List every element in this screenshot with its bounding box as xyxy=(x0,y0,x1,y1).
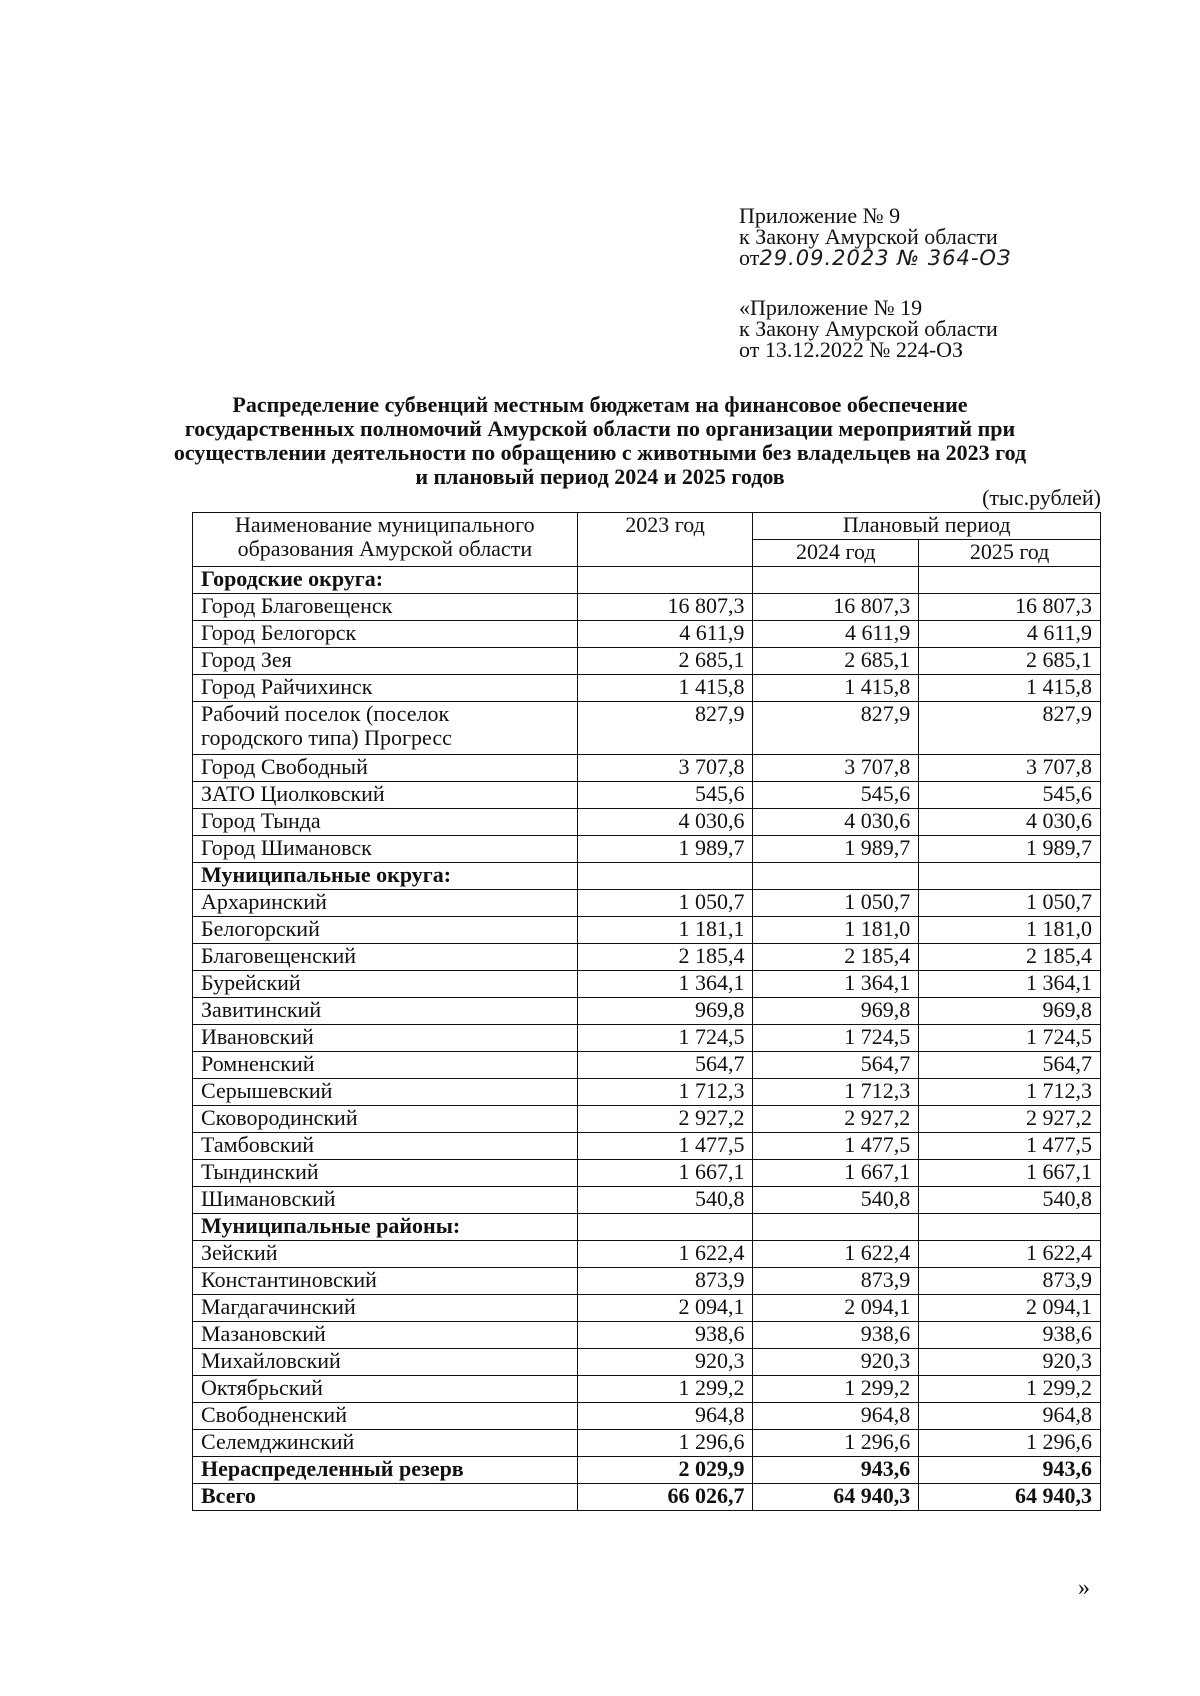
value-2023: 1 667,1 xyxy=(577,1160,753,1187)
municipality-name: Город Райчихинск xyxy=(193,675,578,702)
value-2025: 1 050,7 xyxy=(919,890,1101,917)
value-2023: 1 989,7 xyxy=(577,836,753,863)
municipality-name: Всего xyxy=(193,1484,578,1511)
value-2024: 1 181,0 xyxy=(753,917,919,944)
value-2024: 1 364,1 xyxy=(753,971,919,998)
value-2023: 66 026,7 xyxy=(577,1484,753,1511)
table-row xyxy=(193,1241,1101,1268)
municipality-name: Благовещенский xyxy=(193,944,578,971)
table-row xyxy=(193,1187,1101,1214)
value-2024: 938,6 xyxy=(753,1322,919,1349)
header-2025: 2025 год xyxy=(919,540,1101,567)
table-body xyxy=(193,567,1101,1511)
table-row xyxy=(193,944,1101,971)
municipality-name: Тындинский xyxy=(193,1160,578,1187)
header-municipality: Наименование муниципального образования Амурской области xyxy=(193,513,578,567)
table-row xyxy=(193,971,1101,998)
value-2023: 2 094,1 xyxy=(577,1295,753,1322)
title-line-1: Распределение субвенций местным бюджетам на финансовое обеспечение xyxy=(232,392,968,417)
value-2025: 938,6 xyxy=(919,1322,1101,1349)
value-2024: 1 622,4 xyxy=(753,1241,919,1268)
municipality-name: Бурейский xyxy=(193,971,578,998)
annex-law: к Закону Амурской области xyxy=(739,224,998,249)
value-2025: 920,3 xyxy=(919,1349,1101,1376)
municipality-name: ЗАТО Циолковский xyxy=(193,782,578,809)
value-2023: 545,6 xyxy=(577,782,753,809)
value-2023: 969,8 xyxy=(577,998,753,1025)
annex-date-prefix: от xyxy=(739,245,760,270)
value-2025: 1 364,1 xyxy=(919,971,1101,998)
table-row xyxy=(193,1025,1101,1052)
value-2024 xyxy=(753,863,919,890)
value-2023 xyxy=(577,1214,753,1241)
value-2025: 1 299,2 xyxy=(919,1376,1101,1403)
value-2024: 1 989,7 xyxy=(753,836,919,863)
municipality-name: Шимановский xyxy=(193,1187,578,1214)
value-2023: 16 807,3 xyxy=(577,594,753,621)
value-2025: 16 807,3 xyxy=(919,594,1101,621)
value-2025: 1 477,5 xyxy=(919,1133,1101,1160)
table-row xyxy=(193,1052,1101,1079)
value-2024 xyxy=(753,567,919,594)
value-2025: 1 724,5 xyxy=(919,1025,1101,1052)
value-2024: 1 712,3 xyxy=(753,1079,919,1106)
table-row xyxy=(193,1322,1101,1349)
value-2025: 1 667,1 xyxy=(919,1160,1101,1187)
value-2025: 564,7 xyxy=(919,1052,1101,1079)
municipality-name: Тамбовский xyxy=(193,1133,578,1160)
value-2024: 1 299,2 xyxy=(753,1376,919,1403)
value-2023: 4 611,9 xyxy=(577,621,753,648)
value-2024: 964,8 xyxy=(753,1403,919,1430)
value-2024: 64 940,3 xyxy=(753,1484,919,1511)
value-2023: 827,9 xyxy=(577,702,753,755)
value-2024: 2 185,4 xyxy=(753,944,919,971)
value-2025: 2 185,4 xyxy=(919,944,1101,971)
table-header-row xyxy=(193,513,1101,540)
municipality-name: Ивановский xyxy=(193,1025,578,1052)
value-2025 xyxy=(919,1214,1101,1241)
value-2024: 3 707,8 xyxy=(753,755,919,782)
table-section-row xyxy=(193,567,1101,594)
annex-date-line xyxy=(739,247,1011,269)
table-row xyxy=(193,755,1101,782)
document-title xyxy=(150,393,1050,489)
table-section-row xyxy=(193,863,1101,890)
value-2024: 2 685,1 xyxy=(753,648,919,675)
value-2025: 1 989,7 xyxy=(919,836,1101,863)
table-row xyxy=(193,1376,1101,1403)
municipality-name: Муниципальные округа: xyxy=(193,863,578,890)
value-2025: 964,8 xyxy=(919,1403,1101,1430)
value-2024: 920,3 xyxy=(753,1349,919,1376)
table-row xyxy=(193,594,1101,621)
municipality-name: Белогорский xyxy=(193,917,578,944)
table-row xyxy=(193,1457,1101,1484)
value-2025: 2 094,1 xyxy=(919,1295,1101,1322)
value-2024: 1 477,5 xyxy=(753,1133,919,1160)
title-line-2: государственных полномочий Амурской области по организации мероприятий при xyxy=(184,416,1016,441)
table-row xyxy=(193,1295,1101,1322)
table-row xyxy=(193,836,1101,863)
municipality-name-line-2: городского типа) Прогресс xyxy=(201,725,452,750)
municipality-name: Магдагачинский xyxy=(193,1295,578,1322)
table-row xyxy=(193,917,1101,944)
value-2025: 1 181,0 xyxy=(919,917,1101,944)
header-2023: 2023 год xyxy=(577,513,753,567)
value-2024: 545,6 xyxy=(753,782,919,809)
value-2024: 1 415,8 xyxy=(753,675,919,702)
value-2023: 964,8 xyxy=(577,1403,753,1430)
table-row xyxy=(193,1106,1101,1133)
value-2024: 4 611,9 xyxy=(753,621,919,648)
table-row xyxy=(193,702,1101,755)
value-2024: 873,9 xyxy=(753,1268,919,1295)
value-2023: 2 029,9 xyxy=(577,1457,753,1484)
table-row xyxy=(193,1160,1101,1187)
municipality-name: Завитинский xyxy=(193,998,578,1025)
units-label: (тыс.рублей) xyxy=(982,485,1101,510)
municipality-name: Архаринский xyxy=(193,890,578,917)
municipality-name: Михайловский xyxy=(193,1349,578,1376)
municipality-name: Мазановский xyxy=(193,1322,578,1349)
value-2025: 943,6 xyxy=(919,1457,1101,1484)
quoted-annex-reference xyxy=(739,297,998,360)
table-row xyxy=(193,621,1101,648)
value-2023: 1 050,7 xyxy=(577,890,753,917)
value-2024: 827,9 xyxy=(753,702,919,755)
value-2023: 540,8 xyxy=(577,1187,753,1214)
table-row xyxy=(193,1349,1101,1376)
value-2023: 3 707,8 xyxy=(577,755,753,782)
value-2023 xyxy=(577,567,753,594)
value-2024: 2 094,1 xyxy=(753,1295,919,1322)
table-row xyxy=(193,1079,1101,1106)
municipality-name: Свободненский xyxy=(193,1403,578,1430)
value-2025: 4 611,9 xyxy=(919,621,1101,648)
value-2025: 1 415,8 xyxy=(919,675,1101,702)
table-section-row xyxy=(193,1214,1101,1241)
value-2023: 920,3 xyxy=(577,1349,753,1376)
value-2023: 4 030,6 xyxy=(577,809,753,836)
value-2024: 1 050,7 xyxy=(753,890,919,917)
closing-quote: » xyxy=(1078,1575,1090,1601)
table-row xyxy=(193,1268,1101,1295)
annex-reference xyxy=(739,205,1011,269)
municipality-name xyxy=(193,702,578,755)
value-2025 xyxy=(919,863,1101,890)
table-row xyxy=(193,782,1101,809)
value-2025: 873,9 xyxy=(919,1268,1101,1295)
value-2023: 2 185,4 xyxy=(577,944,753,971)
value-2023: 938,6 xyxy=(577,1322,753,1349)
table-row xyxy=(193,675,1101,702)
value-2023: 2 685,1 xyxy=(577,648,753,675)
value-2024: 969,8 xyxy=(753,998,919,1025)
value-2025: 4 030,6 xyxy=(919,809,1101,836)
table-row xyxy=(193,1403,1101,1430)
value-2023: 1 712,3 xyxy=(577,1079,753,1106)
value-2024: 1 667,1 xyxy=(753,1160,919,1187)
value-2023: 1 364,1 xyxy=(577,971,753,998)
subvention-table xyxy=(192,512,1101,1511)
value-2025: 969,8 xyxy=(919,998,1101,1025)
municipality-name: Зейский xyxy=(193,1241,578,1268)
value-2025 xyxy=(919,567,1101,594)
quoted-annex-date: от 13.12.2022 № 224-ОЗ xyxy=(739,337,964,362)
quoted-annex-law: к Закону Амурской области xyxy=(739,316,998,341)
value-2023: 1 299,2 xyxy=(577,1376,753,1403)
value-2023: 564,7 xyxy=(577,1052,753,1079)
table-row xyxy=(193,809,1101,836)
value-2025: 545,6 xyxy=(919,782,1101,809)
value-2024: 16 807,3 xyxy=(753,594,919,621)
quoted-annex-number: «Приложение № 19 xyxy=(739,295,923,320)
table-row xyxy=(193,648,1101,675)
value-2023 xyxy=(577,863,753,890)
value-2023: 1 415,8 xyxy=(577,675,753,702)
value-2024: 540,8 xyxy=(753,1187,919,1214)
value-2025: 540,8 xyxy=(919,1187,1101,1214)
value-2024 xyxy=(753,1214,919,1241)
header-2024: 2024 год xyxy=(753,540,919,567)
value-2023: 1 622,4 xyxy=(577,1241,753,1268)
value-2024: 1 724,5 xyxy=(753,1025,919,1052)
value-2024: 564,7 xyxy=(753,1052,919,1079)
table-row xyxy=(193,890,1101,917)
municipality-name: Селемджинский xyxy=(193,1430,578,1457)
header-planned-period: Плановый период xyxy=(753,513,1101,540)
table-row xyxy=(193,1430,1101,1457)
value-2024: 4 030,6 xyxy=(753,809,919,836)
municipality-name: Константиновский xyxy=(193,1268,578,1295)
value-2023: 2 927,2 xyxy=(577,1106,753,1133)
value-2023: 1 296,6 xyxy=(577,1430,753,1457)
title-line-3: осуществлении деятельности по обращению с животными без владельцев на 2023 год xyxy=(173,440,1027,465)
value-2024: 943,6 xyxy=(753,1457,919,1484)
handwritten-date-number: 29.09.2023 № 364-ОЗ xyxy=(759,246,1012,270)
municipality-name: Муниципальные районы: xyxy=(193,1214,578,1241)
value-2025: 3 707,8 xyxy=(919,755,1101,782)
value-2025: 2 685,1 xyxy=(919,648,1101,675)
value-2024: 1 296,6 xyxy=(753,1430,919,1457)
municipality-name: Город Белогорск xyxy=(193,621,578,648)
municipality-name: Городские округа: xyxy=(193,567,578,594)
value-2023: 1 724,5 xyxy=(577,1025,753,1052)
table-row xyxy=(193,1133,1101,1160)
municipality-name: Нераспределенный резерв xyxy=(193,1457,578,1484)
value-2025: 1 296,6 xyxy=(919,1430,1101,1457)
value-2023: 1 477,5 xyxy=(577,1133,753,1160)
value-2025: 1 622,4 xyxy=(919,1241,1101,1268)
value-2025: 2 927,2 xyxy=(919,1106,1101,1133)
value-2025: 1 712,3 xyxy=(919,1079,1101,1106)
municipality-name: Город Шимановск xyxy=(193,836,578,863)
municipality-name: Город Зея xyxy=(193,648,578,675)
municipality-name: Сковородинский xyxy=(193,1106,578,1133)
municipality-name: Город Свободный xyxy=(193,755,578,782)
value-2025: 64 940,3 xyxy=(919,1484,1101,1511)
table-row xyxy=(193,998,1101,1025)
value-2024: 2 927,2 xyxy=(753,1106,919,1133)
municipality-name: Город Тында xyxy=(193,809,578,836)
municipality-name: Серышевский xyxy=(193,1079,578,1106)
value-2023: 1 181,1 xyxy=(577,917,753,944)
annex-number: Приложение № 9 xyxy=(739,203,901,228)
municipality-name-line-1: Рабочий поселок (поселок xyxy=(201,701,450,726)
value-2023: 873,9 xyxy=(577,1268,753,1295)
municipality-name: Ромненский xyxy=(193,1052,578,1079)
table-total-row xyxy=(193,1484,1101,1511)
municipality-name: Октябрьский xyxy=(193,1376,578,1403)
value-2025: 827,9 xyxy=(919,702,1101,755)
municipality-name: Город Благовещенск xyxy=(193,594,578,621)
title-line-4: и плановый период 2024 и 2025 годов xyxy=(415,464,785,489)
